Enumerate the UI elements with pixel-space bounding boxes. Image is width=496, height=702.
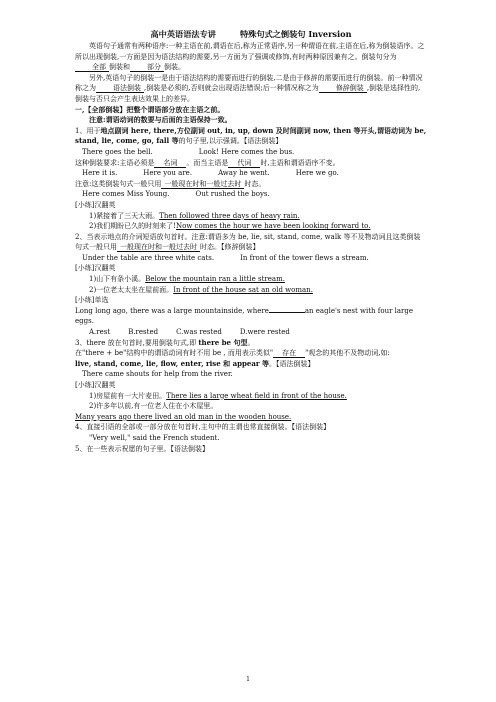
blank-rhetoric-inversion: 修辞倒装 (319, 84, 367, 93)
rule-2: 2、当表示地点的介词短语放句首时。注意:谓语多为 be, lie, sit, stand, come, walk 等不及物动词且这类倒装句式一般只用 一般现在时和一般过去时 时态。【修辞倒装】 (75, 232, 421, 252)
blank-partial-inversion: 部分 (130, 63, 164, 72)
choice-blank (269, 312, 305, 313)
title-main: 高中英语语法专讲 (150, 29, 216, 39)
practice-label: [小练]汉翻英 (75, 264, 116, 273)
practice-label: [小练]汉翻英 (75, 381, 116, 389)
practice-item: 1)紧接着了三天大雨。Then followed three days of heavy rain. (89, 211, 300, 220)
practice-item: 1)房屋前有一大片麦田。There lies a large wheat field in front of the house. (89, 391, 347, 400)
practice-answer: Then followed three days of heavy rain. (159, 211, 300, 220)
blank-tense-2: 一般现在时和一般过去时 (117, 243, 200, 252)
example-line-4: Under the table are three white cats. In front of the tower flews a stream. (82, 253, 369, 262)
blank-grammar-inversion: 语法倒装 (96, 84, 144, 93)
blank-noun: 名词 (154, 159, 186, 168)
rule-4: 4、直接引语的全部或一部分放在句首时,主句中的主谓也常直接倒装。【语法倒装】 (75, 423, 331, 432)
page-title (75, 28, 427, 40)
blank-full-inversion: 全部 (75, 63, 109, 72)
document-body (75, 28, 427, 454)
section-heading-full-inversion: 一,【全部倒装】把整个谓语部分放在主语之前。 (75, 104, 225, 114)
blank-tense: 一般现在时和一般过去时 (161, 180, 244, 189)
page-number: 1 (246, 676, 250, 683)
example-line-2: Here it is. Here you are. Away he went. Here we go. (82, 169, 339, 178)
intro-paragraph-2: 另外,英语句子的倒装一是由于语法结构的需要而进行的倒装,二是由于修辞的需要而进行的倒装。前一种情况称之为 语法倒装 ,倒装是必须的,否则就会出现语法错误;后一种情况称之为 修辞倒装 ,倒装是选择性的,倒装与否只会产生表达效果上的差异。 (75, 73, 423, 103)
choice-options: A.rest B.rested C.was rested D.were rested (89, 328, 290, 337)
practice-item: 2)一位老太太坐在屋前面。In front of the house sat an old woman. (89, 285, 313, 294)
title-sub: 特殊句式之倒装句 Inversion (239, 29, 352, 39)
rule-5: 5、在一些表示祝愿的句子里。【语法倒装】 (75, 444, 209, 453)
requirement-line: 这种倒装要求:主语必须是 名词 。而当主语是 代词 时,主语和谓语语序不变。 (75, 158, 340, 167)
practice-label: [小练]汉翻英 (75, 200, 116, 209)
rule-3: 3、there 放在句首时,要用倒装句式,即 there be 句型。 (75, 337, 255, 347)
blank-pronoun: 代词 (228, 159, 260, 168)
tense-note: 注意:这类倒装句式一般只用 一般现在时和一般过去时 时态。 (75, 179, 266, 188)
rule-1: 1、用于地点副词 here, there,方位副词 out, in, up, down 及时间副词 now, then 等开头,谓语动词为 be, stand, lie, come, go, fall 等的句子里,以示强调。【语法倒装】 (75, 125, 427, 146)
practice-answer: Many years ago there lived an old man in the wooden house. (75, 412, 292, 421)
example-line-1: There goes the bell. Look! Here comes the bus. (82, 147, 295, 156)
practice-item: 2)我们期盼已久的时刻来了!Now comes the hour we have been looking forward to. (89, 222, 371, 231)
practice-item: 2)许多年以前,有一位老人住在小木屋里。 (89, 402, 218, 411)
practice-item: 1)山下有条小溪。Below the mountain ran a little stream. (89, 275, 285, 284)
practice-answer: There lies a large wheat field in front of the house. (166, 391, 347, 400)
blank-existence: 存在 (273, 349, 305, 358)
practice-answer: In front of the house sat an old woman. (173, 285, 313, 294)
rule-3-detail: 在"there + be"结构中的谓语动词有时不用 be , 而用表示类似" 存在 "观念的其他不及物动词,如: live, stand, come, lie, flow, enter, rise 和 appear 等。【语法倒装】 (75, 349, 390, 368)
section-note: 注意:谓语动词的数要与后面的主语保持一致。 (89, 115, 232, 125)
practice-answer: Below the mountain ran a little stream. (145, 275, 285, 284)
example-line-6: "Very well," said the French student. (89, 433, 220, 442)
practice-answer: Now comes the hour we have been looking forward to. (176, 222, 371, 231)
example-line-5: There came shouts for help from the river. (82, 370, 233, 379)
example-line-3: Here comes Miss Young. Out rushed the boys. (82, 190, 270, 199)
choice-question: Long long ago, there was a large mountainside, where an eagle's nest with four large eggs. (75, 306, 414, 326)
choice-label: [小练]单选 (75, 296, 109, 305)
intro-paragraph-1: 英语句子通常有两种语序:一种主语在前,谓语在后,称为正常语序,另一种谓语在前,主语在后,称为倒装语序。之所以出现倒装,一方面是因为语法结构的需要,另一方面为了强调或修饰,有时两种原因兼有之。倒装句分为全部 倒装和 部分 倒装。 (75, 42, 425, 72)
